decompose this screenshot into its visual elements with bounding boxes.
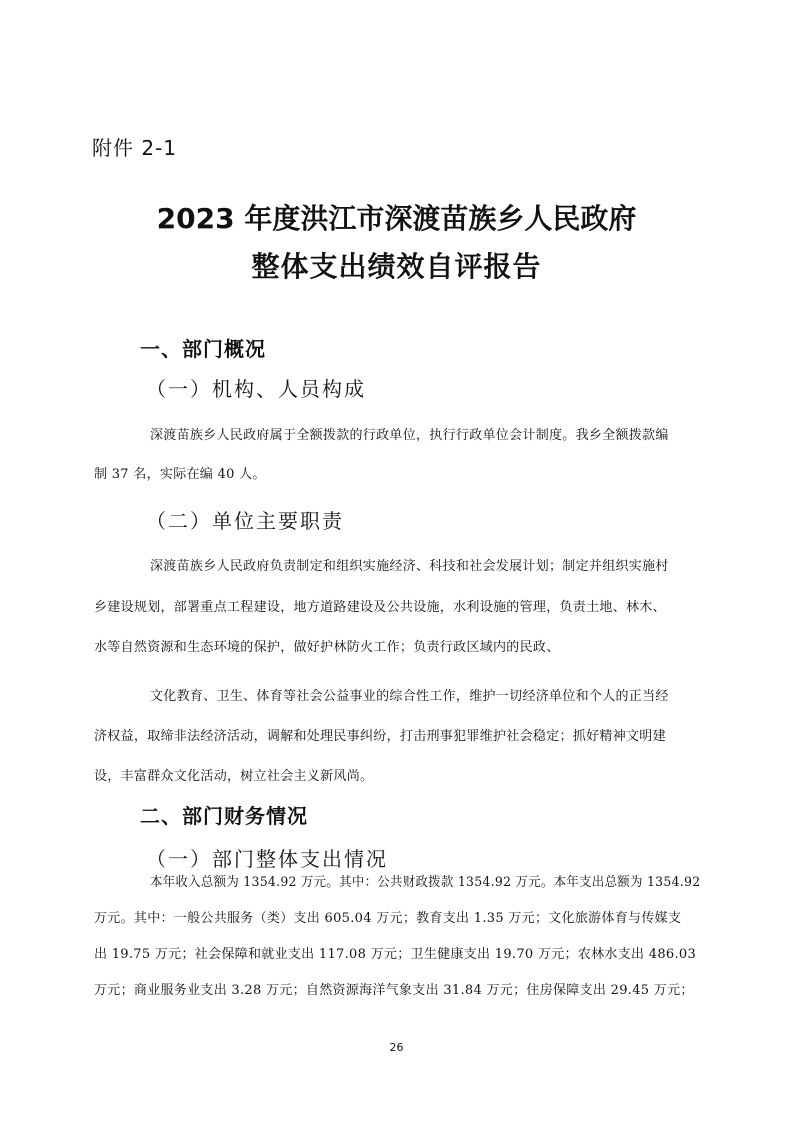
page-number: 26 [389,1041,404,1054]
paragraph-line: 本年收入总额为 1354.92 万元。其中：公共财政拨款 1354.92 万元。本年支出总额为 1354.92 [150,875,701,890]
paragraph-line: 济权益，取缔非法经济活动，调解和处理民事纠纷，打击刑事犯罪维护社会稳定；抓好精神文明建 [94,729,666,744]
paragraph-line: 文化教育、卫生、体育等社会公益事业的综合性工作，维护一切经济单位和个人的正当经 [150,689,669,704]
subsection-heading-overall-expenditure: （一）部门整体支出情况 [146,847,388,871]
section-heading-department-overview: 一、部门概况 [140,337,266,361]
paragraph-line: 万元。其中：一般公共服务（类）支出 605.04 万元；教育支出 1.35 万元；文化旅游体育与传媒支 [94,911,682,926]
paragraph-line: 万元；商业服务业支出 3.28 万元；自然资源海洋气象支出 31.84 万元；住房保障支出 29.45 万元； [94,983,694,998]
attachment-label: 附件 2-1 [92,136,178,160]
paragraph-line: 深渡苗族乡人民政府属于全额拨款的行政单位，执行行政单位会计制度。我乡全额拨款编 [150,428,669,443]
subsection-heading-responsibilities: （二）单位主要职责 [146,509,344,533]
section-heading-financial-status: 二、部门财务情况 [140,804,308,828]
paragraph-line: 出 19.75 万元；社会保障和就业支出 117.08 万元；卫生健康支出 19.70 万元；农林水支出 486.03 [94,947,697,962]
paragraph-line: 深渡苗族乡人民政府负责制定和组织实施经济、科技和社会发展计划；制定并组织实施村 [150,559,669,574]
paragraph-line: 乡建设规划，部署重点工程建设，地方道路建设及公共设施，水利设施的管理，负责土地、林木、 [94,600,666,615]
paragraph-line: 设，丰富群众文化活动，树立社会主义新风尚。 [94,769,374,784]
report-title-line-2: 整体支出绩效自评报告 [251,250,542,283]
paragraph-line: 制 37 名，实际在编 40 人。 [94,467,266,482]
report-title-line-1: 2023 年度洪江市深渡苗族乡人民政府 [156,202,637,235]
subsection-heading-organization: （一）机构、人员构成 [146,377,366,401]
paragraph-line: 水等自然资源和生态环境的保护，做好护林防火工作；负责行政区域内的民政、 [94,640,560,655]
